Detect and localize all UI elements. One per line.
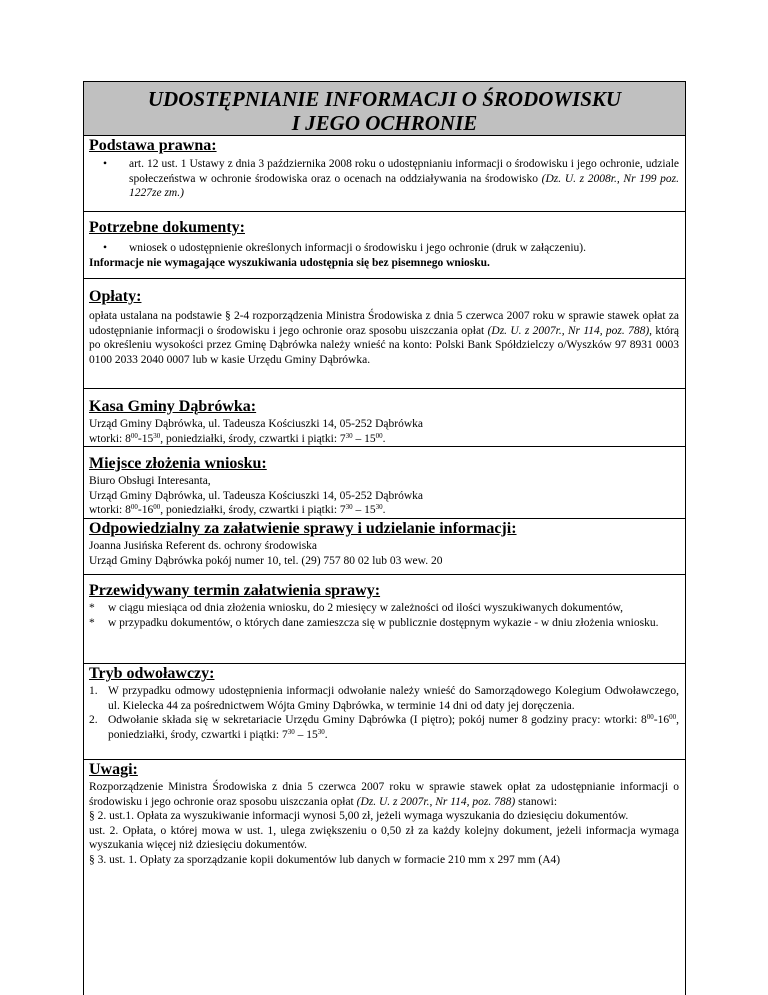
responsible-contact: Urząd Gminy Dąbrówka pokój numer 10, tel. (29) 757 80 02 lub 03 wew. 20 xyxy=(89,554,443,567)
section-cashier xyxy=(84,389,685,447)
remarks-paragraph: § 3. ust. 1. Opłaty za sporządzanie kopii dokumentów lub danych w formacie 210 mm x 297 mm (A4) xyxy=(89,853,561,866)
section-expected-deadline xyxy=(84,575,685,664)
legal-basis-ref: (Dz. U. z 2008r., Nr 199 poz. 1227ze zm.) xyxy=(129,172,680,199)
section-heading: Kasa Gminy Dąbrówka: xyxy=(89,398,257,415)
documents-item xyxy=(89,241,679,256)
section-legal-basis xyxy=(84,136,685,212)
responsible-name: Joanna Jusińska Referent ds. ochrony środowiska xyxy=(89,540,318,552)
bullet-icon: • xyxy=(103,158,108,170)
list-number: 2. xyxy=(89,714,98,726)
section-heading: Tryb odwoławczy: xyxy=(89,665,215,682)
cashier-address: Urząd Gminy Dąbrówka, ul. Tadeusza Kościuszki 14, 05-252 Dąbrówka xyxy=(89,418,423,430)
appeal-item xyxy=(89,684,679,713)
cashier-hours: wtorki: $8^{00}-15^{30}$, poniedziałki, środy, czwartki i piątki: $7^{30} - 15^{00}$. xyxy=(89,431,386,445)
remarks-paragraph: ust. 2. Opłata, o której mowa w ust. 1, ulega zwiększeniu o 0,50 zł za każdy kolejny dokument, jeżeli informacja wymaga wyszukania więcej niż dziesięciu dokumentów. xyxy=(89,824,679,851)
list-number: 1. xyxy=(89,685,98,697)
document-frame xyxy=(83,81,686,995)
submission-address: Urząd Gminy Dąbrówka, ul. Tadeusza Kościuszki 14, 05-252 Dąbrówka xyxy=(89,489,423,502)
bullet-icon: • xyxy=(103,242,108,254)
section-appeal-procedure xyxy=(84,664,685,760)
section-heading: Przewidywany termin załatwienia sprawy: xyxy=(89,582,381,599)
section-required-documents xyxy=(84,212,685,279)
asterisk-icon: * xyxy=(89,616,95,629)
fees-ref: (Dz. U. z 2007r., Nr 114, poz. 788) xyxy=(487,324,650,337)
submission-hours: wtorki: $8^{00}-16^{00}$, poniedziałki, środy, czwartki i piątki: $7^{30} - 15^{30}$. xyxy=(89,503,386,516)
section-heading: Podstawa prawna: xyxy=(89,137,217,154)
remarks-intro: Rozporządzenie Ministra Środowiska z dnia 5 czerwca 2007 roku w sprawie stawek opłat za udostępnianie informacji o środowisku i jego ochronie oraz sposobu uiszczania opłat (Dz. U. z 2007r., Nr 114, poz. 788) stanowi: xyxy=(89,781,679,808)
deadline-item xyxy=(89,601,679,616)
appeal-item: 2. Odwołanie składa się w sekretariacie Urzędu Gminy Dąbrówka (I piętro); pokój numer 8 godziny pracy: wtorki: $8^{00}-16^{00}$, poniedziałki, środy, czwartki i piątki: $7^{30} - 15^{30}$. xyxy=(89,713,679,741)
section-submission-place xyxy=(84,447,685,519)
section-remarks xyxy=(84,760,685,867)
section-fees xyxy=(84,279,685,389)
fees-text xyxy=(89,309,679,367)
legal-basis-text: art. 12 ust. 1 Ustawy z dnia 3 października 2008 roku o udostępnianiu informacji o środowisku i jego ochronie, udziale społeczeństwa w ochronie środowiska oraz o ocenach na oddziaływania na środowisko xyxy=(129,158,679,185)
remarks-paragraph: § 2. ust.1. Opłata za wyszukiwanie informacji wynosi 5,00 zł, jeżeli wymaga wyszukania do dziesięciu dokumentów. xyxy=(89,810,629,822)
page-title xyxy=(84,82,685,136)
section-heading: Uwagi: xyxy=(89,761,138,778)
documents-item-text: wniosek o udostępnienie określonych informacji o środowisku i jego ochronie (druk w załączeniu). xyxy=(129,242,587,254)
fees-text-part: , którą po określeniu wysokości przez Gminę Dąbrówka należy wnieść na konto: Polski Bank Spółdzielczy o/Wyszków 97 8931 0003 0100 2033 2040 0007 lub w kasie Urzędu Gminy Dąbrówka. xyxy=(89,324,679,366)
documents-note: Informacje nie wymagające wyszukiwania udostępnia się bez pisemnego wniosku. xyxy=(89,256,490,269)
section-heading: Miejsce złożenia wniosku: xyxy=(89,455,267,472)
appeal-text: Odwołanie składa się w sekretariacie Urzędu Gminy Dąbrówka (I piętro); pokój numer 8 godziny pracy: xyxy=(108,714,605,726)
section-heading: Odpowiedzialny za załatwienie sprawy i udzielanie informacji: xyxy=(89,520,517,537)
section-responsible-person xyxy=(84,519,685,575)
deadline-text: w ciągu miesiąca od dnia złożenia wniosku, do 2 miesięcy w zależności od ilości wyszukiwanych dokumentów, xyxy=(108,602,624,614)
title-line-1: UDOSTĘPNIANIE INFORMACJI O ŚRODOWISKU xyxy=(147,87,622,111)
deadline-item xyxy=(89,616,679,631)
asterisk-icon: * xyxy=(89,602,95,614)
appeal-text: W przypadku odmowy udostępnienia informacji odwołanie należy wnieść do Samorządowego Kolegium Odwoławczego, ul. Kielecka 44 za pośrednictwem Wójta Gminy Dąbrówka, w terminie 14 dni od daty jej doręczenia. xyxy=(108,685,679,712)
title-line-2: I JEGO OCHRONIE xyxy=(291,111,478,135)
section-heading: Opłaty: xyxy=(89,288,142,305)
submission-office: Biuro Obsługi Interesanta, xyxy=(89,475,211,487)
legal-basis-item xyxy=(89,157,679,201)
deadline-text: w przypadku dokumentów, o których dane zamieszcza się w publicznie dostępnym wykazie - w dniu złożenia wniosku. xyxy=(108,616,659,629)
section-heading: Potrzebne dokumenty: xyxy=(89,219,245,236)
fees-text-part: opłata ustalana na podstawie § 2-4 rozporządzenia Ministra Środowiska z dnia 5 czerwca 2007 roku w sprawie stawek opłat za udostępnianie informacji o środowisku i jego ochronie oraz sposobu uiszczania opłat xyxy=(89,310,679,337)
